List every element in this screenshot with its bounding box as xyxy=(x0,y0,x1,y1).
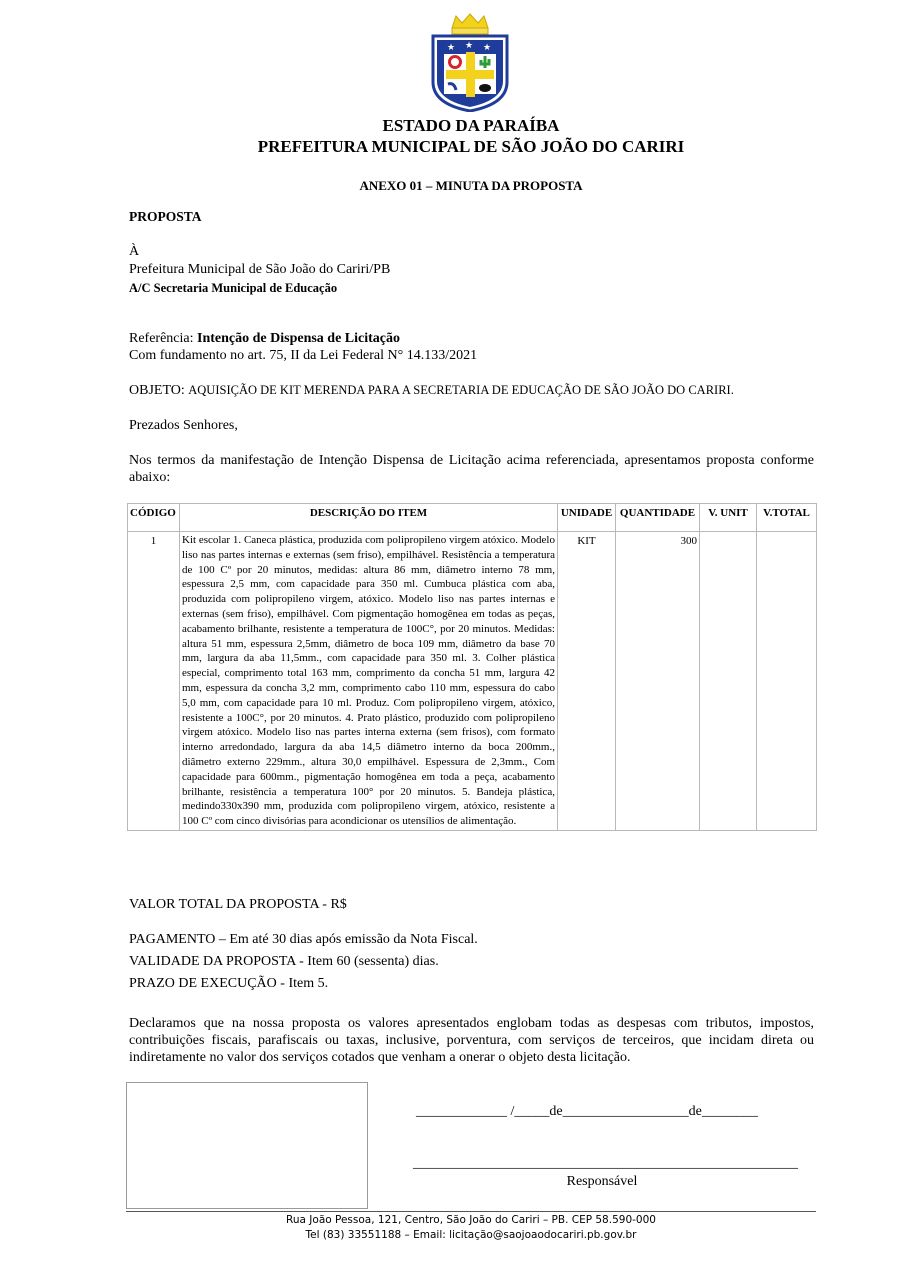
state-title: ESTADO DA PARAÍBA xyxy=(382,116,560,135)
item-code: 1 xyxy=(128,532,180,831)
object-value: AQUISIÇÃO DE KIT MERENDA PARA A SECRETARIA DE EDUCAÇÃO DE SÃO JOÃO DO CARIRI. xyxy=(188,383,734,397)
coat-of-arms-icon xyxy=(430,12,510,112)
attention-line: A/C Secretaria Municipal de Educação xyxy=(129,281,338,295)
col-unit: UNIDADE xyxy=(558,504,616,532)
object-line xyxy=(129,382,734,399)
reference-label: Referência: xyxy=(129,331,198,346)
col-description: DESCRIÇÃO DO ITEM xyxy=(180,504,558,532)
footer-divider xyxy=(126,1211,816,1212)
total-value: VALOR TOTAL DA PROPOSTA - R$ xyxy=(129,897,347,912)
proposal-label: PROPOSTA xyxy=(129,209,202,224)
deadline-terms: PRAZO DE EXECUÇÃO - Item 5. xyxy=(129,976,329,991)
table-row xyxy=(128,532,817,831)
declaration-paragraph: Declaramos que na nossa proposta os valores apresentados englobam todas as despesas com tributos, impostos, contribuições fiscais, parafiscais ou taxas, inclusive, porventura, com serviços de terceiros, que incidam direta ou indiretamente no valor dos serviços cotados que venham a onerar o objeto desta licitação. xyxy=(129,1016,814,1065)
item-unit: KIT xyxy=(558,532,616,831)
validity-terms: VALIDADE DA PROPOSTA - Item 60 (sessenta) dias. xyxy=(129,954,439,969)
object-label: OBJETO: xyxy=(129,383,189,398)
svg-text:★: ★ xyxy=(465,41,474,51)
svg-text:★: ★ xyxy=(447,43,456,53)
item-description: Kit escolar 1. Caneca plástica, produzida com polipropileno virgem atóxico. Modelo liso nas partes internas e externas (sem friso), empilhável. Resistência a temperatura de 100 Cº por 20 minutos, medidas: altura 86 mm, diâmetro interno 78 mm, espessura 2,5 mm, com capacidade para 350 ml. Cumbuca plástica com aba, produzida com polipropileno virgem, atóxico. Modelo liso nas partes internas e externas (sem friso), empilhável. Com pigmentação homogênea em todas as peças, acabamento brilhante, resistente a temperatura de 100C°, por 20 minutos. Medidas: altura 51 mm, espessura 2,5mm, diâmetro de boca 109 mm, diâmetro da base 70 mm, largura da aba 11,5mm., com capacidade para 350 ml. 3. Colher plástica especial, comprimento total 163 mm, comprimento da concha 51 mm, largura 42 mm, espessura da concha 3,2 mm, comprimento cabo 110 mm, espessura do cabo 5,0 mm, com capacidade para 10 ml. Produz. Com polipropileno virgem, atóxico, resistente a 100C°, por 20 minutos. 4. Prato plástico, produzido com polipropileno virgem atóxico. Modelo liso nas partes interna externa (sem frisos), com formato interno arredondado, largura da aba 14,5 diâmetro interno da boca 200mm., diâmetro externo 229mm., altura 30,0 empilhável. Espessura de 2,3mm., Com capacidade para 600mm., pigmentação homogênea em toda a peça, acabamento brilhante, resistência a temperatura 100° por 20 minutos. 5. Bandeja plástica, medindo330x390 mm, produzida com polipropileno virgem, atóxico, resistente a 100 Cº com cinco divisórias para acondicionar os utensílios de alimentação. xyxy=(180,532,558,831)
item-quantity: 300 xyxy=(616,532,700,831)
legal-basis: Com fundamento no art. 75, II da Lei Federal N° 14.133/2021 xyxy=(129,348,478,363)
municipality-title: PREFEITURA MUNICIPAL DE SÃO JOÃO DO CARIRI xyxy=(257,137,685,156)
to-label: À xyxy=(129,244,140,259)
recipient: Prefeitura Municipal de São João do Cariri/PB xyxy=(129,262,391,277)
responsible-label: Responsável xyxy=(566,1174,638,1189)
col-unit-price: V. UNIT xyxy=(700,504,757,532)
intro-paragraph: Nos termos da manifestação de Intenção Dispensa de Licitação acima referenciada, apresentamos proposta conforme abaixo: xyxy=(129,453,814,485)
col-quantity: QUANTIDADE xyxy=(616,504,700,532)
date-line: _____________ /_____de__________________de________ xyxy=(416,1104,758,1119)
greeting: Prezados Senhores, xyxy=(129,418,238,433)
reference-value: Intenção de Dispensa de Licitação xyxy=(197,331,401,346)
payment-terms: PAGAMENTO – Em até 30 dias após emissão da Nota Fiscal. xyxy=(129,932,478,947)
svg-text:★: ★ xyxy=(483,43,492,53)
signature-line: _______________________________________________________ xyxy=(413,1156,798,1171)
annex-title: ANEXO 01 – MINUTA DA PROPOSTA xyxy=(359,178,583,193)
col-total: V.TOTAL xyxy=(757,504,817,532)
reference-line xyxy=(129,330,400,347)
footer-contact: Tel (83) 33551188 – Email: licitação@saojoaodocariri.pb.gov.br xyxy=(305,1229,637,1241)
items-table xyxy=(127,503,817,831)
table-header-row xyxy=(128,504,817,532)
col-code: CÓDIGO xyxy=(128,504,180,532)
item-total xyxy=(757,532,817,831)
item-unit-price xyxy=(700,532,757,831)
footer-address: Rua João Pessoa, 121, Centro, São João do Cariri – PB. CEP 58.590-000 xyxy=(286,1214,656,1226)
company-stamp-box xyxy=(126,1082,368,1209)
